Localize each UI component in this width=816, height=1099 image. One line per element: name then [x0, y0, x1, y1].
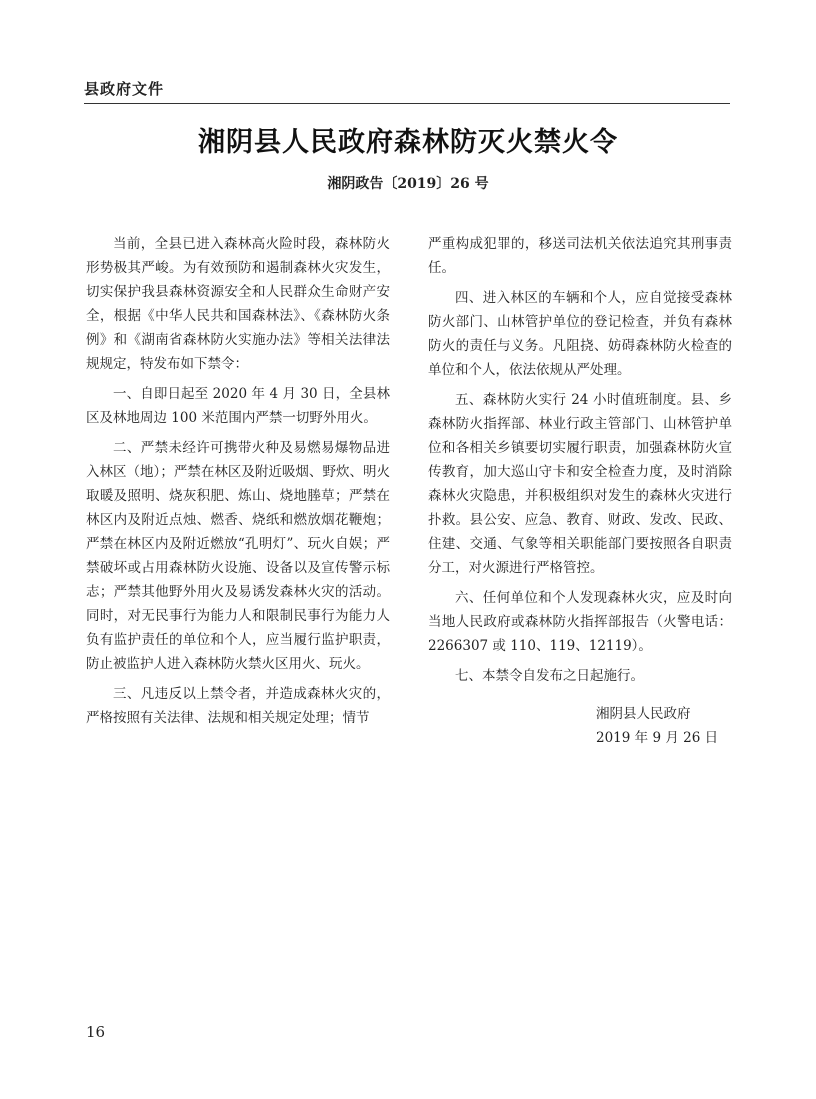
clause-3-paragraph: 三、凡违反以上禁令者，并造成森林火灾的，严格按照有关法律、法规和相关规定处理；情节 [86, 686, 390, 726]
clause-1-paragraph: 一、自即日起至 2020 年 4 月 30 日，全县林区及林地周边 100 米范围内严禁一切野外用火。 [86, 386, 390, 426]
clause-2-paragraph: 二、严禁未经许可携带火种及易燃易爆物品进入林区（地）；严禁在林区及附近吸烟、野炊、明火取暖及照明、烧灰积肥、炼山、烧地塍草；严禁在林区内及附近点烛、燃香、烧纸和燃放烟花鞭炮；严禁在林区内及附近燃放“孔明灯”、玩火自娱；严禁破坏或占用森林防火设施、设备以及宣传警示标志；严禁其他野外用火及易诱发森林火灾的活动。同时，对无民事行为能力人和限制民事行为能力人负有监护责任的单位和个人，应当履行监护职责，防止被监护人进入森林防火禁火区用火、玩火。 [86, 440, 390, 672]
signature-issuer: 湘阴县人民政府 [596, 706, 691, 722]
clause-4-paragraph: 四、进入林区的车辆和个人，应自觉接受森林防火部门、山林管护单位的登记检查，并负有森林防火的责任与义务。凡阻挠、妨碍森林防火检查的单位和个人，依法依规从严处理。 [428, 290, 732, 378]
intro-paragraph: 当前，全县已进入森林高火险时段，森林防火形势极其严峻。为有效预防和遏制森林火灾发生，切实保护我县森林资源安全和人民群众生命财产安全，根据《中华人民共和国森林法》、《森林防火条例》和《湖南省森林防火实施办法》等相关法律法规规定，特发布如下禁令： [86, 236, 390, 372]
left-column [86, 232, 390, 736]
clause-6-paragraph: 六、任何单位和个人发现森林火灾，应及时向当地人民政府或森林防火指挥部报告（火警电话：2266307 或 110、119、12119）。 [428, 590, 732, 654]
page-number: 16 [86, 1023, 106, 1041]
clause-7-paragraph: 七、本禁令自发布之日起施行。 [455, 668, 644, 684]
section-header-label: 县政府文件 [84, 80, 165, 98]
clause-3-continuation: 严重构成犯罪的，移送司法机关依法追究其刑事责任。 [428, 236, 732, 276]
signature-date: 2019 年 9 月 26 日 [596, 730, 719, 746]
right-column [428, 232, 732, 750]
signature-block [428, 702, 732, 750]
clause-5-paragraph: 五、森林防火实行 24 小时值班制度。县、乡森林防火指挥部、林业行政主管部门、山林管护单位和各相关乡镇要切实履行职责，加强森林防火宣传教育，加大巡山守卡和安全检查力度，及时消除森林火灾隐患，并积极组织对发生的森林火灾进行扑救。县公安、应急、教育、财政、发改、民政、住建、交通、气象等相关职能部门要按照各自职责分工，对火源进行严格管控。 [428, 392, 732, 576]
header-divider [84, 103, 730, 104]
document-number: 湘阴政告〔2019〕26 号 [327, 176, 489, 192]
document-title: 湘阴县人民政府森林防灭火禁火令 [198, 127, 618, 158]
